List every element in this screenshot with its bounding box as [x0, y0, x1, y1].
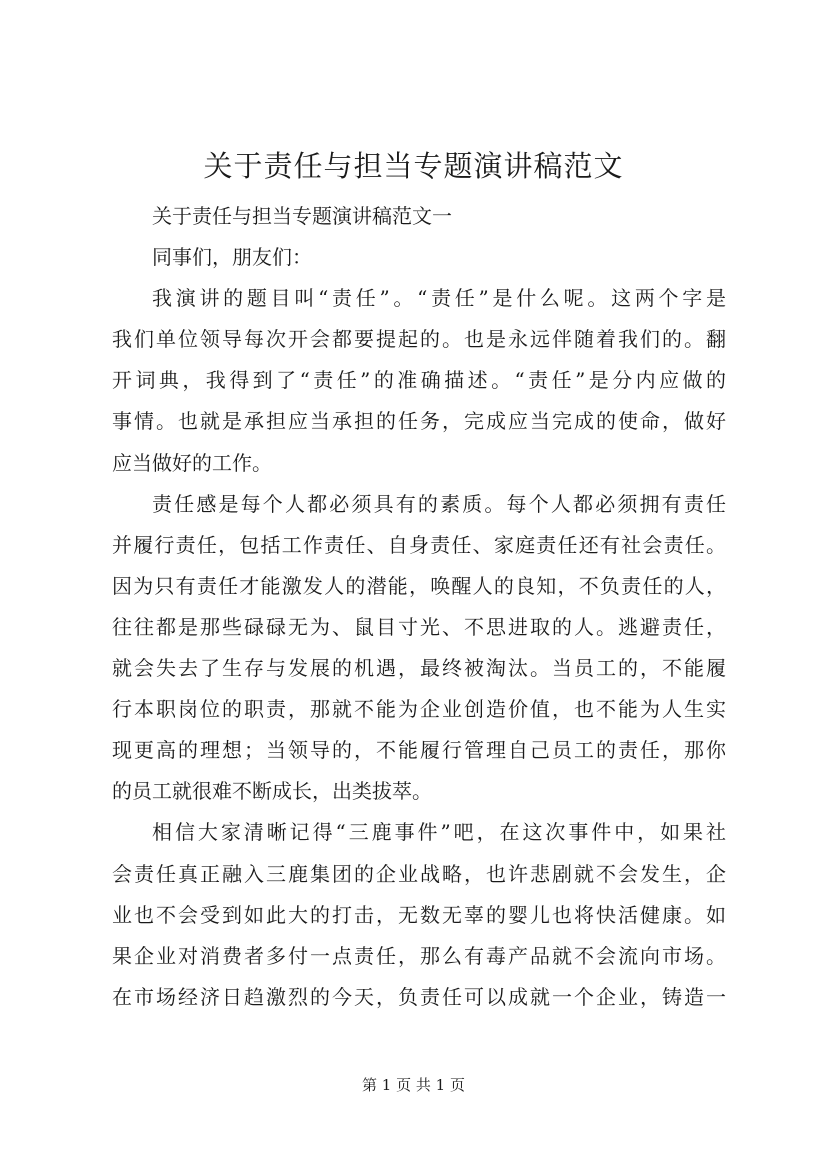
text-line: 我演讲的题目叫“责任”。“责任”是什么呢。这两个字是: [152, 286, 726, 311]
document-body: [112, 196, 726, 1018]
document-title: 关于责任与担当专题演讲稿范文: [203, 149, 624, 183]
text-line: 同事们，朋友们：: [152, 245, 312, 270]
text-line: 应当做好的工作。: [112, 450, 272, 475]
text-line: 行本职岗位的职责，那就不能为企业创造价值，也不能为人生实: [112, 697, 726, 722]
text-line: 我们单位领导每次开会都要提起的。也是永远伴随着我们的。翻: [112, 327, 726, 352]
text-line: 业也不会受到如此大的打击，无数无辜的婴儿也将快活健康。如: [112, 902, 726, 927]
text-line: 会责任真正融入三鹿集团的企业战略，也许悲剧就不会发生，企: [112, 861, 726, 886]
text-line: 责任感是每个人都必须具有的素质。每个人都必须拥有责任: [152, 491, 726, 516]
text-line: 关于责任与担当专题演讲稿范文一: [152, 204, 452, 228]
text-line: 往往都是那些碌碌无为、鼠目寸光、不思进取的人。逃避责任，: [112, 614, 726, 639]
text-line: 因为只有责任才能激发人的潜能，唤醒人的良知，不负责任的人，: [112, 573, 726, 598]
text-line: 相信大家清晰记得“三鹿事件”吧，在这次事件中，如果社: [152, 820, 726, 845]
text-line: 就会失去了生存与发展的机遇，最终被淘汰。当员工的，不能履: [112, 656, 726, 681]
text-line: 在市场经济日趋激烈的今天，负责任可以成就一个企业，铸造一: [112, 984, 726, 1009]
page-footer: 第 1 页 共 1 页: [362, 1076, 465, 1094]
text-line: 果企业对消费者多付一点责任，那么有毒产品就不会流向市场。: [112, 943, 726, 968]
text-line: 的员工就很难不断成长，出类拔萃。: [112, 779, 432, 804]
text-line: 现更高的理想；当领导的，不能履行管理自己员工的责任，那你: [112, 738, 726, 763]
text-line: 并履行责任，包括工作责任、自身责任、家庭责任还有社会责任。: [112, 532, 726, 557]
text-line: 事情。也就是承担应当承担的任务，完成应当完成的使命，做好: [112, 409, 726, 434]
text-line: 开词典，我得到了“责任”的准确描述。“责任”是分内应做的: [112, 368, 726, 393]
